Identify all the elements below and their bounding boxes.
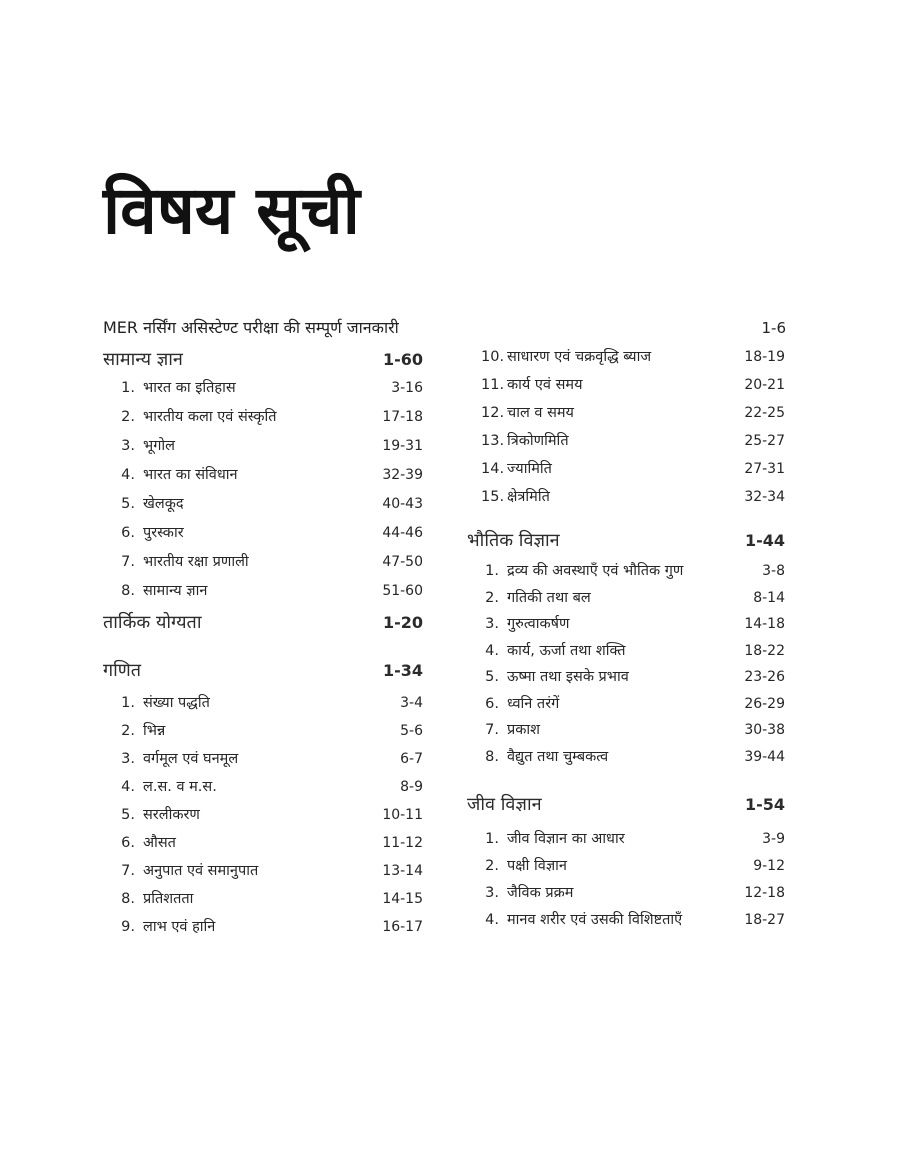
item-pages: 20-21: [744, 377, 785, 393]
item-number: 6.: [485, 695, 499, 712]
section-range: 1-54: [744, 795, 785, 814]
item-number: 1.: [121, 695, 135, 711]
item-pages: 26-29: [744, 695, 785, 712]
item-label: औसत: [143, 835, 176, 851]
right-column: [467, 346, 785, 934]
item-number: 11.: [481, 377, 505, 393]
toc-item: [103, 745, 423, 773]
item-label: संख्या पद्धति: [143, 695, 210, 711]
item-pages: 16-17: [382, 919, 423, 935]
item-label: द्रव्य की अवस्थाएँ एवं भौतिक गुण: [507, 563, 684, 579]
item-number: 8.: [485, 748, 499, 765]
item-pages: 18-22: [744, 642, 785, 659]
toc-item: [467, 691, 785, 718]
item-pages: 12-18: [744, 885, 785, 901]
item-number: 2.: [121, 723, 135, 739]
section-title: गणित: [103, 660, 142, 681]
section-heading: [467, 791, 785, 819]
item-pages: 44-46: [382, 525, 423, 541]
toc-item: [103, 689, 423, 717]
item-label: पक्षी विज्ञान: [507, 858, 567, 874]
item-number: 3.: [485, 616, 499, 632]
toc-item: [103, 773, 423, 801]
item-number: 4.: [485, 912, 499, 928]
item-label: ऊष्मा तथा इसके प्रभाव: [507, 669, 629, 685]
item-number: 7.: [485, 722, 499, 738]
item-label: ध्वनि तरंगें: [507, 695, 560, 712]
item-number: 7.: [121, 554, 135, 570]
toc-item: [103, 857, 423, 885]
item-label: गतिकी तथा बल: [507, 589, 591, 606]
toc-item: [467, 558, 785, 585]
section-bhautik-vigyan: [467, 527, 785, 770]
item-pages: 18-19: [744, 349, 785, 365]
item-label: कार्य एवं समय: [507, 377, 583, 393]
item-pages: 3-9: [762, 831, 785, 847]
item-label: वर्गमूल एवं घनमूल: [143, 751, 239, 767]
toc-item: [103, 432, 423, 461]
toc-item: [467, 611, 785, 638]
item-pages: 22-25: [744, 405, 785, 421]
toc-item: [103, 374, 423, 403]
item-number: 6.: [121, 835, 135, 851]
item-label: भारत का इतिहास: [143, 380, 236, 396]
item-number: 15.: [481, 489, 505, 505]
item-label: ल.स. व म.स.: [143, 779, 217, 795]
item-number: 5.: [485, 669, 499, 685]
section-heading: [103, 657, 423, 685]
item-label: खेलकूद: [143, 496, 184, 512]
item-label: जीव विज्ञान का आधार: [507, 831, 625, 847]
item-label: कार्य, ऊर्जा तथा शक्ति: [507, 642, 626, 659]
toc-item: [467, 826, 785, 853]
item-number: 8.: [121, 583, 135, 599]
toc-item: [467, 343, 785, 371]
toc-item: [103, 885, 423, 913]
left-column: [103, 346, 423, 941]
toc-item: [103, 490, 423, 519]
toc-item: [103, 461, 423, 490]
item-label: प्रतिशतता: [143, 891, 194, 907]
toc-item: [467, 907, 785, 934]
intro-text: MER नर्सिंग असिस्टेण्ट परीक्षा की सम्पूर्ण जानकारी: [103, 318, 399, 337]
item-number: 3.: [485, 885, 499, 901]
section-samanya-gyan: [103, 346, 423, 606]
item-pages: 32-34: [744, 489, 785, 505]
section-range: 1-20: [382, 613, 423, 632]
section-heading: [103, 346, 423, 374]
toc-item: [103, 801, 423, 829]
item-pages: 8-9: [400, 779, 423, 795]
section-title: जीव विज्ञान: [467, 794, 542, 815]
item-pages: 14-18: [744, 616, 785, 632]
item-pages: 13-14: [382, 863, 423, 879]
section-jeev-vigyan: [467, 791, 785, 934]
item-label: भारतीय रक्षा प्रणाली: [143, 554, 249, 570]
item-number: 1.: [485, 563, 499, 579]
item-label: भारतीय कला एवं संस्कृति: [143, 409, 277, 425]
toc-item: [467, 880, 785, 907]
item-number: 5.: [121, 807, 135, 823]
toc-item: [103, 717, 423, 745]
item-number: 4.: [485, 642, 499, 659]
section-range: 1-44: [744, 531, 785, 550]
section-heading: [103, 609, 423, 637]
item-pages: 8-14: [753, 589, 785, 606]
toc-item: [467, 371, 785, 399]
item-label: मानव शरीर एवं उसकी विशिष्टताएँ: [507, 912, 683, 928]
item-label: जैविक प्रक्रम: [507, 885, 574, 901]
item-number: 4.: [121, 467, 135, 483]
toc-item: [467, 427, 785, 455]
item-label: गुरुत्वाकर्षण: [507, 616, 570, 632]
section-title: तार्किक योग्यता: [103, 612, 202, 633]
item-number: 3.: [121, 438, 135, 454]
item-label: चाल व समय: [507, 405, 574, 421]
item-pages: 5-6: [400, 723, 423, 739]
toc-item: [467, 664, 785, 691]
toc-item: [103, 577, 423, 606]
item-number: 14.: [481, 461, 505, 477]
item-label: भिन्न: [143, 723, 166, 739]
item-pages: 19-31: [382, 438, 423, 454]
item-pages: 9-12: [753, 858, 785, 874]
toc-item: [467, 744, 785, 771]
item-pages: 18-27: [744, 912, 785, 928]
toc-item: [467, 585, 785, 612]
intro-pages: 1-6: [761, 319, 786, 337]
item-number: 7.: [121, 863, 135, 879]
section-title: भौतिक विज्ञान: [467, 530, 560, 551]
item-pages: 40-43: [382, 496, 423, 512]
item-number: 5.: [121, 496, 135, 512]
item-number: 8.: [121, 891, 135, 907]
item-label: प्रकाश: [507, 722, 541, 738]
item-pages: 23-26: [744, 669, 785, 685]
toc-item: [467, 853, 785, 880]
item-label: क्षेत्रमिति: [507, 489, 550, 505]
toc-item: [103, 403, 423, 432]
section-tarkik-yogyata: [103, 609, 423, 637]
item-number: 1.: [485, 831, 499, 847]
toc-item: [467, 399, 785, 427]
section-heading: [467, 527, 785, 555]
item-label: लाभ एवं हानि: [143, 919, 216, 935]
toc-item: [103, 548, 423, 577]
section-ganit: [103, 657, 423, 941]
item-number: 2.: [485, 858, 499, 874]
item-pages: 14-15: [382, 891, 423, 907]
item-label: साधारण एवं चक्रवृद्धि ब्याज: [507, 349, 652, 365]
item-pages: 39-44: [744, 748, 785, 765]
item-number: 10.: [481, 349, 505, 365]
item-pages: 17-18: [382, 409, 423, 425]
item-pages: 10-11: [382, 807, 423, 823]
item-number: 6.: [121, 525, 135, 541]
item-label: पुरस्कार: [143, 525, 184, 541]
item-number: 3.: [121, 751, 135, 767]
item-label: ज्यामिति: [507, 461, 552, 477]
item-pages: 11-12: [382, 835, 423, 851]
item-number: 1.: [121, 380, 135, 396]
toc-item: [103, 913, 423, 941]
section-range: 1-60: [382, 350, 423, 369]
item-pages: 27-31: [744, 461, 785, 477]
toc-item: [103, 519, 423, 548]
item-number: 2.: [485, 589, 499, 606]
item-label: भारत का संविधान: [143, 467, 238, 483]
item-pages: 51-60: [382, 583, 423, 599]
page-title: विषय सूची: [103, 172, 360, 249]
item-pages: 3-4: [400, 695, 423, 711]
item-pages: 25-27: [744, 433, 785, 449]
item-number: 12.: [481, 405, 505, 421]
item-pages: 6-7: [400, 751, 423, 767]
item-label: अनुपात एवं समानुपात: [143, 863, 259, 879]
item-number: 9.: [121, 919, 135, 935]
item-number: 13.: [481, 433, 505, 449]
item-pages: 32-39: [382, 467, 423, 483]
item-label: भूगोल: [143, 438, 175, 454]
item-label: वैद्युत तथा चुम्बकत्व: [507, 748, 609, 765]
section-ganit-continued: [467, 343, 785, 511]
item-pages: 30-38: [744, 722, 785, 738]
item-label: सामान्य ज्ञान: [143, 583, 208, 599]
toc-item: [467, 717, 785, 744]
section-title: सामान्य ज्ञान: [103, 349, 183, 370]
section-range: 1-34: [382, 661, 423, 680]
item-number: 4.: [121, 779, 135, 795]
item-pages: 3-16: [391, 380, 423, 396]
toc-item: [467, 638, 785, 665]
item-label: त्रिकोणमिति: [507, 433, 569, 449]
toc-item: [467, 455, 785, 483]
toc-item: [467, 483, 785, 511]
item-label: सरलीकरण: [143, 807, 200, 823]
item-number: 2.: [121, 409, 135, 425]
intro-row: [103, 316, 786, 338]
item-pages: 47-50: [382, 554, 423, 570]
item-pages: 3-8: [762, 563, 785, 579]
toc-item: [103, 829, 423, 857]
